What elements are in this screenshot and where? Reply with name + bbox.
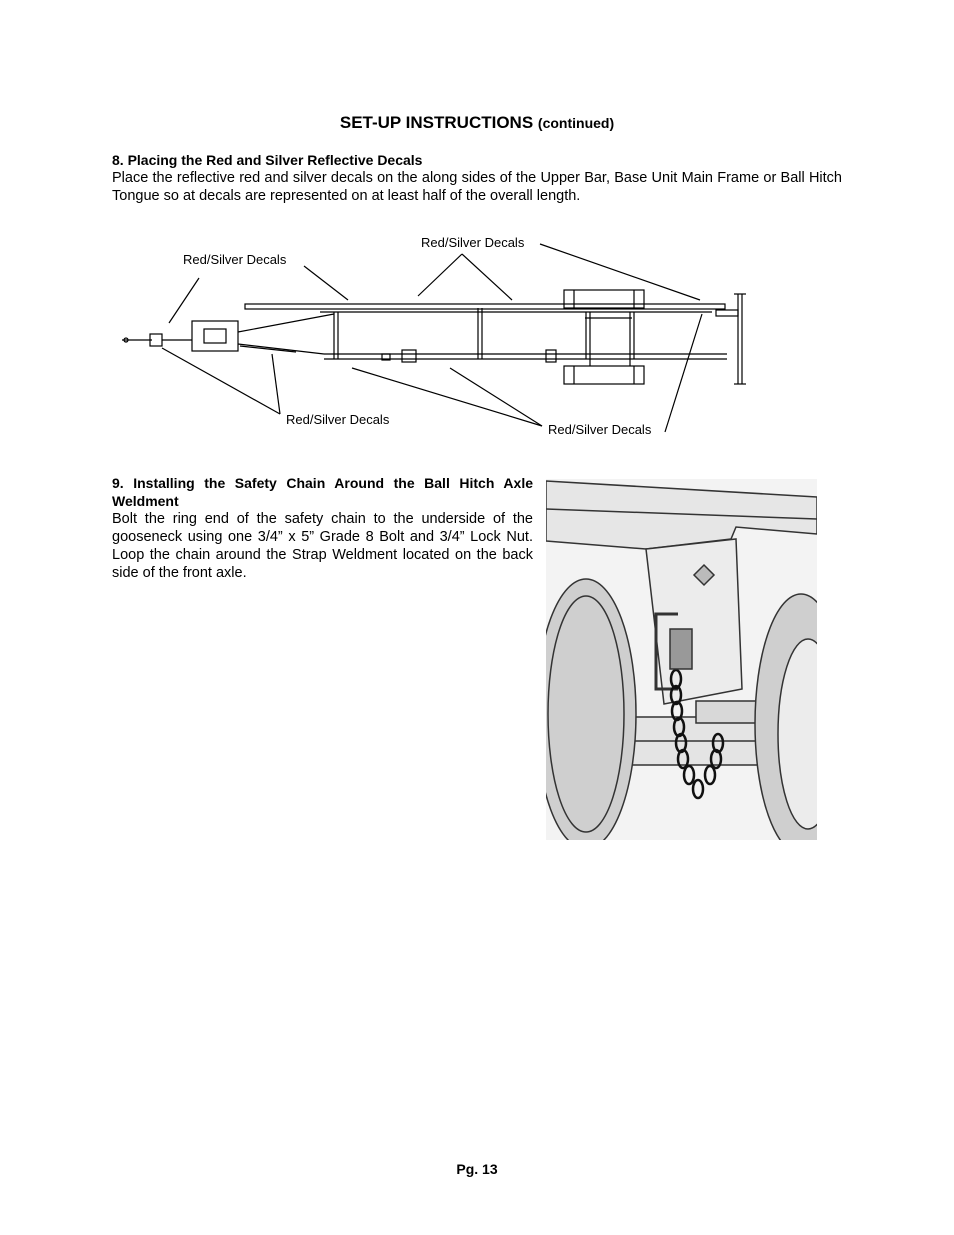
- section-9-body: Bolt the ring end of the safety chain to the underside of the gooseneck using one 3/4” x 5” Grade 8 Bolt and 3/4” Lock Nut. Loop the chain around the Strap Weldment located on the back side of the front axle.: [112, 511, 533, 581]
- section-8-heading: 8. Placing the Red and Silver Reflective Decals: [112, 152, 423, 168]
- title-continued: (continued): [537, 115, 615, 131]
- safety-chain-illustration: [546, 479, 817, 840]
- section-9-heading: 9. Installing the Safety Chain Around the Ball Hitch Axle Weldment: [112, 475, 533, 509]
- page-number: Pg. 13: [456, 1161, 498, 1177]
- decal-label-bottom-center: Red/Silver Decals: [286, 412, 390, 427]
- trailer-decal-diagram: [112, 228, 762, 443]
- decal-label-top-left: Red/Silver Decals: [183, 252, 287, 267]
- section-8-body: Place the reflective red and silver decals on the along sides of the Upper Bar, Base Unit Main Frame or Ball Hitch Tongue so at decals are represented on at least half of the overall length.: [112, 170, 842, 204]
- decal-label-bottom-right: Red/Silver Decals: [548, 422, 652, 437]
- decal-label-top-center: Red/Silver Decals: [421, 235, 525, 250]
- safety-chain-photo: [546, 479, 817, 840]
- title-main: SET-UP INSTRUCTIONS: [339, 113, 534, 132]
- page-title: [0, 113, 954, 133]
